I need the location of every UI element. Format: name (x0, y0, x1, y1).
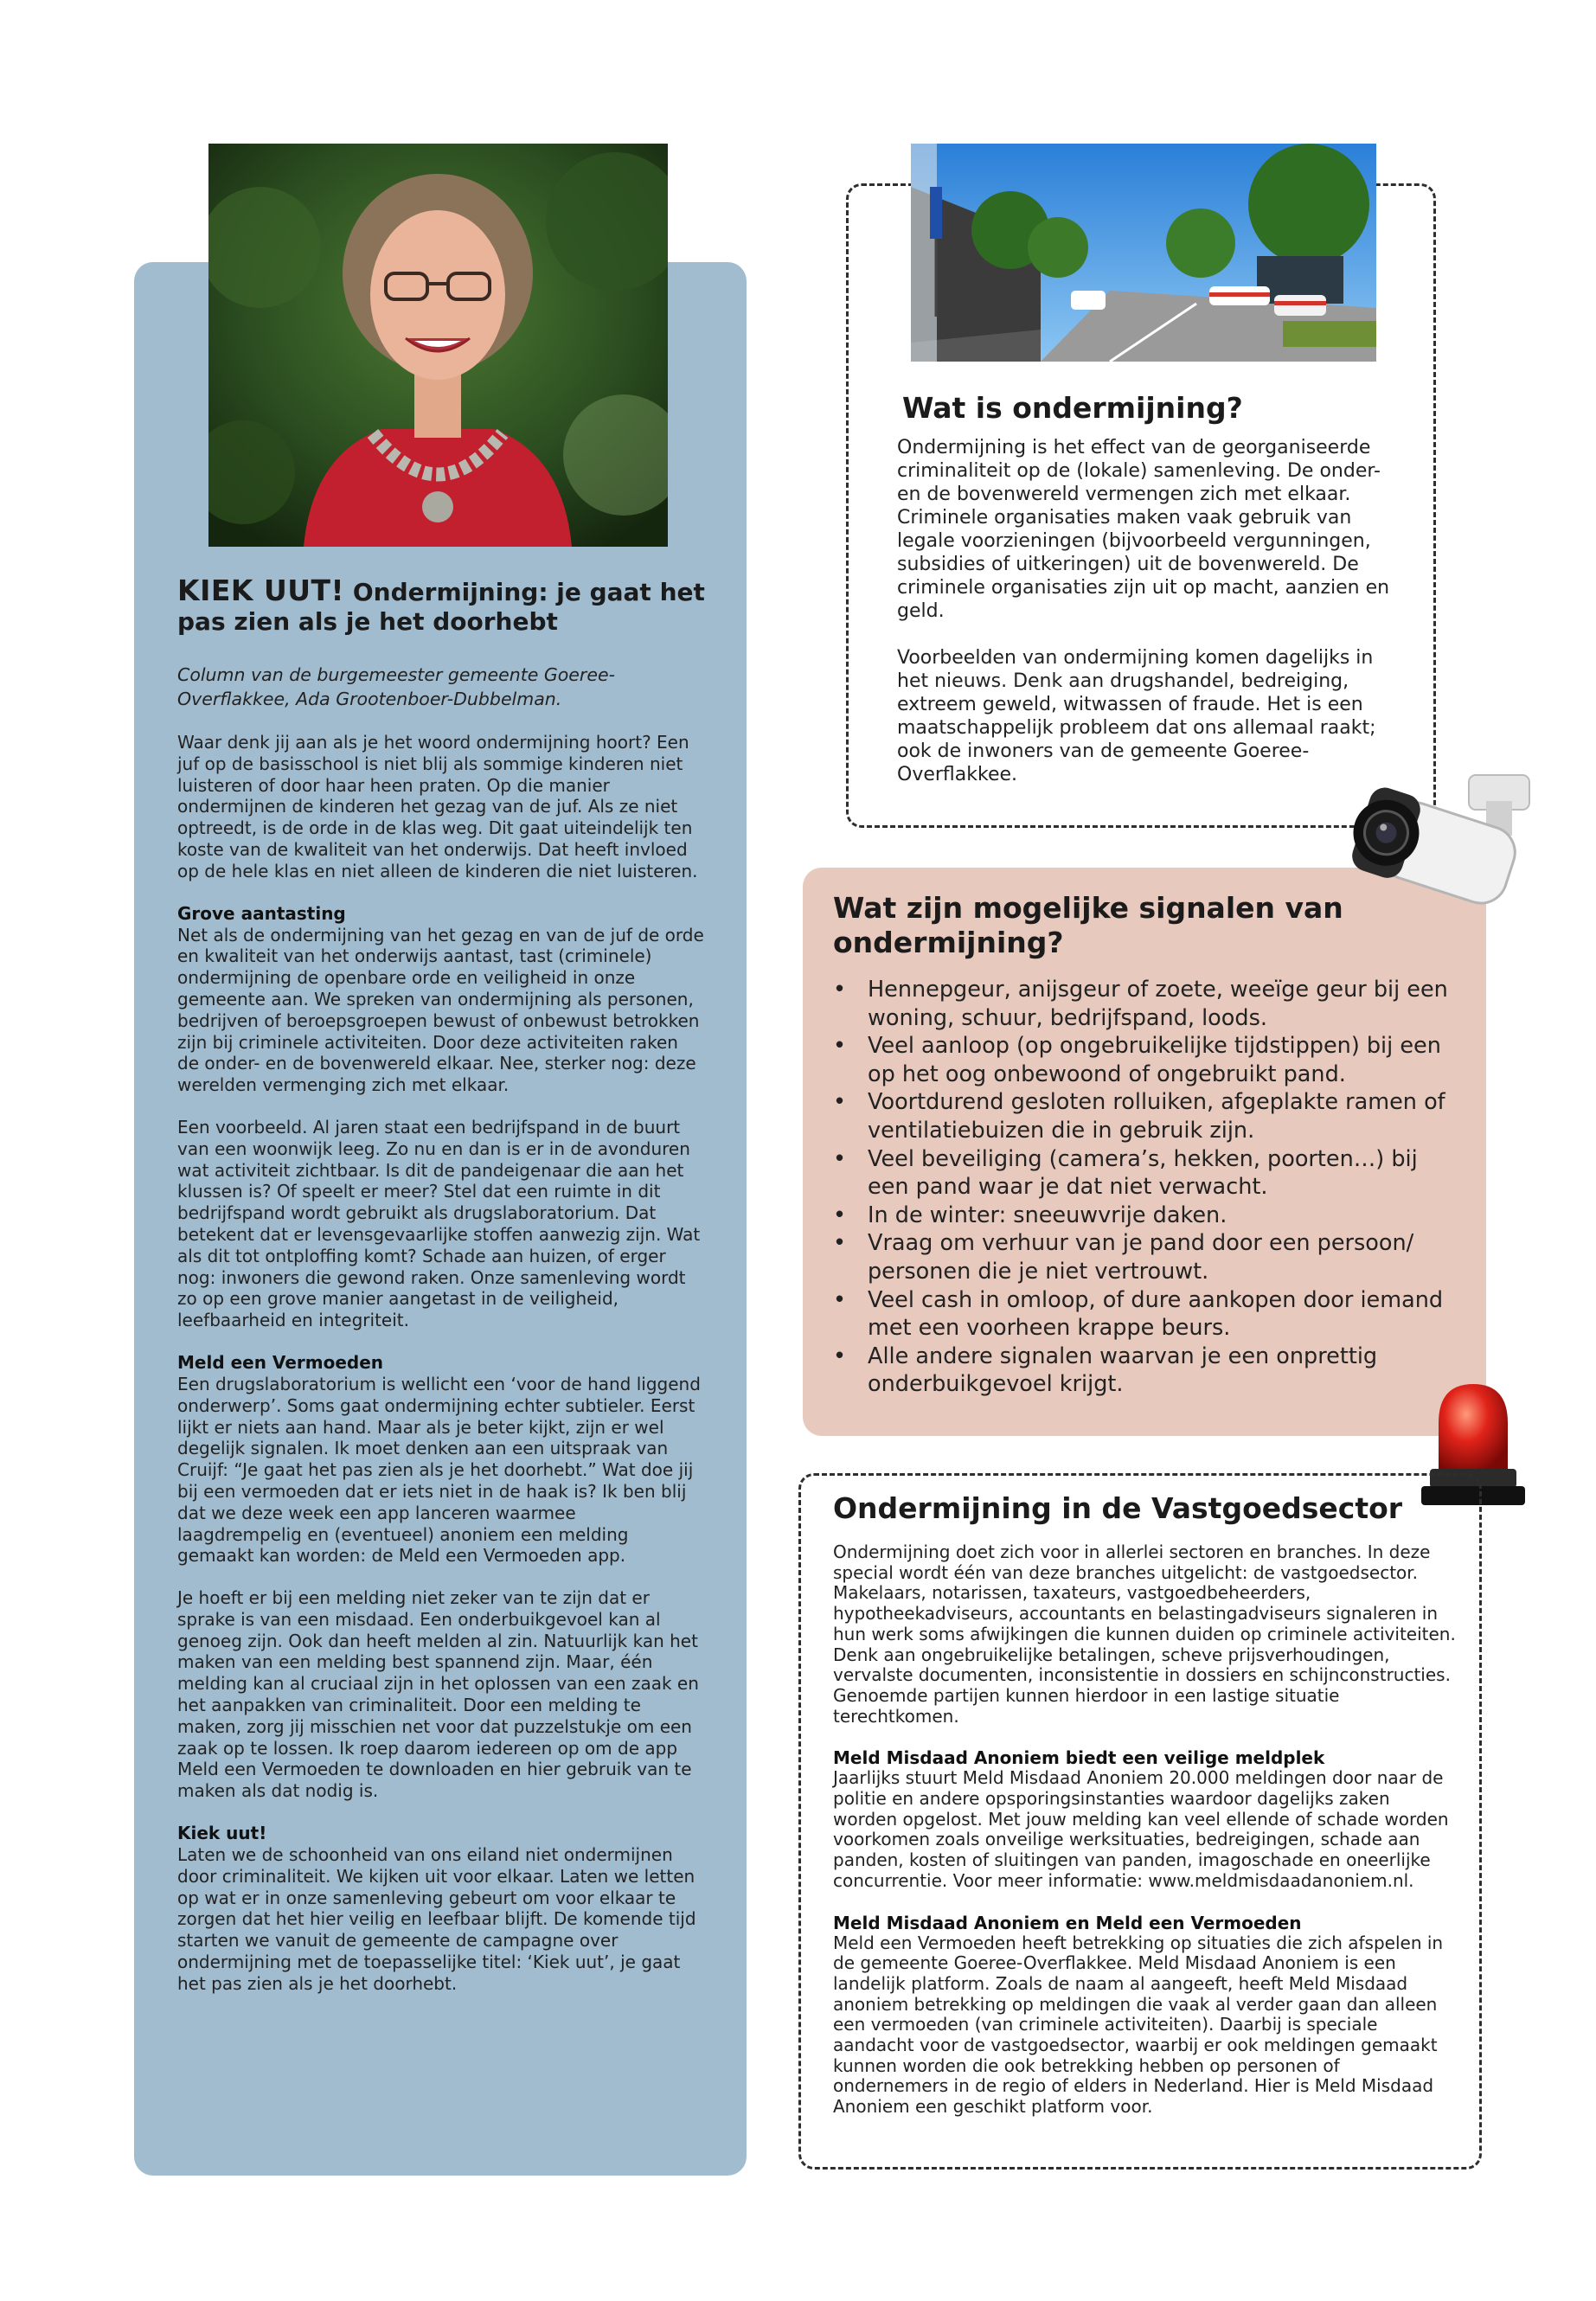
mayor-portrait-photo (208, 144, 668, 547)
column-intro: Waar denk jij aan als je het woord ondermijning hoort? Een juf op de basisschool is niet blij als sommige kinderen niet luisteren of door haar heen praten. Op die manier ondermijnen de kinderen het gezag van de juf. Als ze niet optreedt, is de orde in de klas weg. Dit gaat uiteindelijk ten koste van de kwaliteit van het onderwijs. Dat heeft invloed op de hele klas en niet alleen de kinderen die niet luisteren. (177, 732, 698, 881)
vastgoed-body (833, 1542, 1456, 2118)
paragraph: Voorbeelden van ondermijning komen dagelijks in het nieuws. Denk aan drugshandel, bedreiging, extreem geweld, witwassen of fraude. Het is een maatschappelijk probleem dat ons allemaal raakt; ook de inwoners van de gemeente Goeree-Overflakkee. (897, 647, 1376, 785)
list-item: • Alle andere signalen waarvan je een onprettig onderbuikgevoel krijgt. (833, 1343, 1456, 1399)
list-item: • In de winter: sneeuwvrije daken. (833, 1202, 1456, 1230)
headline-text: Ondermijning: je gaat het pas zien als je het doorhebt (177, 578, 705, 636)
subhead-grove-aantasting: Grove aantasting (177, 902, 346, 924)
street-illustration (911, 144, 1376, 362)
subhead-mma-en-mev: Meld Misdaad Anoniem en Meld een Vermoeden (833, 1912, 1302, 1933)
vastgoed-title: Ondermijning in de Vastgoedsector (833, 1491, 1403, 1525)
signals-list (833, 976, 1456, 1399)
wat-is-body (897, 436, 1407, 786)
paragraph: Net als de ondermijning van het gezag en van de juf de orde en kwaliteit van het onderwijs aantast, tast (criminele) ondermijning de openbare orde en veiligheid in onze gemeente aan. We spreken van ondermijning als personen, bedrijven of beroepsgroepen bewust of onbewust betrokken zijn bij criminele activiteiten. Door deze activiteiten raken de onder- en de bovenwereld elkaar. Nee, sterker nog: deze werelden vermenging zich met elkaar. (177, 924, 704, 1096)
paragraph: Je hoeft er bij een melding niet zeker van te zijn dat er sprake is van een misdaad. Een onderbuikgevoel kan al genoeg zijn. Ook dan heeft melden al zin. Natuurlijk kan het maken van een melding best spannend zijn. Maar, één melding kan al cruciaal zijn in het oplossen van een zaak en het aanpakken van criminaliteit. Door een melding te maken, zorg jij misschien net voor dat puzzelstukje om een zaak op te lossen. Ik roep daarom iedereen op om de app Meld een Vermoeden te downloaden en hier gebruik van te maken als dat nodig is. (177, 1587, 699, 1802)
wat-is-title: Wat is ondermijning? (902, 391, 1243, 425)
paragraph: Jaarlijks stuurt Meld Misdaad Anoniem 20.000 meldingen door naar de politie en andere opsporingsinstanties waardoor dagelijks zaken worden opgelost. Met jouw melding kan veel ellende of schade worden voorkomen zoals onveilige werksituaties, bedreigingen, schade aan panden, kosten of sluitingen van panden, imagoschade en oneerlijke concurrentie. Voor meer informatie: www.meldmisdaadanoniem.nl. (833, 1767, 1449, 1891)
subhead-kiek-uut: Kiek uut! (177, 1823, 267, 1844)
column-headline (177, 576, 705, 637)
list-item: • Veel aanloop (op ongebruikelijke tijdstippen) bij een op het oog onbewoond of ongebruikt pand. (833, 1032, 1456, 1088)
paragraph: Laten we de schoonheid van ons eiland niet ondermijnen door criminaliteit. We kijken uit voor elkaar. Laten we letten op wat er in onze samenleving gebeurt om voor elkaar te zorgen dat het hier veilig en leefbaar blijft. De komende tijd starten we vanuit de gemeente de campagne over ondermijning met de toepasselijke titel: ‘Kiek uut’, je gaat het pas zien als je het doorhebt. (177, 1844, 696, 1994)
paragraph: Een drugslaboratorium is wellicht een ‘voor de hand liggend onderwerp’. Soms gaat ondermijning echter subtieler. Eerst lijkt er niets aan hand. Maar als je beter kijkt, zijn er wel degelijk signalen. Ik moet denken aan een uitspraak van Cruijf: “Je gaat het pas zien als je het doorhebt.” Wat doe jij bij een vermoeden dat er iets niet in de haak is? Ik ben blij dat we deze week een app lanceren waarmee laagdrempelig en (eventueel) anoniem een melding gemaakt kan worden: de Meld een Vermoeden app. (177, 1373, 701, 1567)
paragraph: Ondermijning doet zich voor in allerlei sectoren en branches. In deze special wordt één van deze branches uitgelicht: de vastgoedsector. Makelaars, notarissen, taxateurs, vastgoedbeheerders, hypotheekadviseurs, accountants en belastingadviseurs signaleren in hun werk soms afwijkingen die kunnen duiden op criminele activiteiten. Denk aan ongebruikelijke betalingen, scheve prijsverhoudingen, vervalste documenten, inconsistentie in dossiers en schijnconstructies. Genoemde partijen kunnen hierdoor in een lastige situatie terechtkomen. (833, 1541, 1456, 1727)
police-station-photo (911, 144, 1376, 362)
byline: Column van de burgemeester gemeente Goeree-Overflakkee, Ada Grootenboer-Dubbelman. (177, 664, 615, 709)
list-item: • Voortdurend gesloten rolluiken, afgeplakte ramen of ventilatiebuizen die in gebruik zijn. (833, 1088, 1456, 1144)
list-item: • Veel cash in omloop, of dure aankopen door iemand met een voorheen krappe beurs. (833, 1286, 1456, 1343)
subhead-meld-een-vermoeden: Meld een Vermoeden (177, 1351, 384, 1373)
list-item: • Veel beveiliging (camera’s, hekken, poorten…) bij een pand waar je dat niet verwacht. (833, 1145, 1456, 1202)
headline-kicker: KIEK UUT! (177, 574, 345, 607)
list-item: • Vraag om verhuur van je pand door een persoon/ personen die je niet vertrouwt. (833, 1229, 1456, 1285)
paragraph: Meld een Vermoeden heeft betrekking op situaties die zich afspelen in de gemeente Goeree-Overflakkee. Meld Misdaad Anoniem is een landelijk platform. Zoals de naam al aangeeft, heeft Meld Misdaad anoniem betrekking op meldingen die vaak al verder gaan dan alleen een vermoeden (van criminele activiteiten). Daarbij is speciale aandacht voor de vastgoedsector, waarbij er ook meldingen gemaakt kunnen worden die ook betrekking hebben op personen of ondernemers in de regio of elders in Nederland. Hier is Meld Misdaad Anoniem een geschikt platform voor. (833, 1932, 1444, 2118)
portrait-illustration (208, 144, 668, 547)
paragraph: Ondermijning is het effect van de georganiseerde criminaliteit op de (lokale) samenleving. De onder- en de bovenwereld vermengen zich met elkaar. Criminele organisaties maken vaak gebruik van legale voorzieningen (bijvoorbeeld vergunningen, subsidies of uitkeringen) uit de bovenwereld. De criminele organisaties zijn uit op macht, aanzien en geld. (897, 437, 1390, 622)
paragraph: Een voorbeeld. Al jaren staat een bedrijfspand in de buurt van een woonwijk leeg. Zo nu en dan is er in de avonduren wat activiteit zichtbaar. Is dit de pandeigenaar die aan het klussen is? Of speelt er meer? Stel dat een ruimte in dit bedrijfspand wordt gebruikt als drugslaboratorium. Dat betekent dat er levensgevaarlijke stoffen aanwezig zijn. Wat als dit tot ontploffing komt? Schade aan huizen, of erger nog: inwoners die gewond raken. Onze samenleving wordt zo op een grove manier aangetast in de veiligheid, leefbaarheid en integriteit. (177, 1116, 701, 1331)
subhead-meldplek: Meld Misdaad Anoniem biedt een veilige meldplek (833, 1747, 1325, 1769)
list-item: • Hennepgeur, anijsgeur of zoete, weeïge geur bij een woning, schuur, bedrijfspand, loods. (833, 976, 1456, 1032)
signals-title: Wat zijn mogelijke signalen van ondermijning? (833, 891, 1343, 959)
column-article (177, 576, 705, 1995)
